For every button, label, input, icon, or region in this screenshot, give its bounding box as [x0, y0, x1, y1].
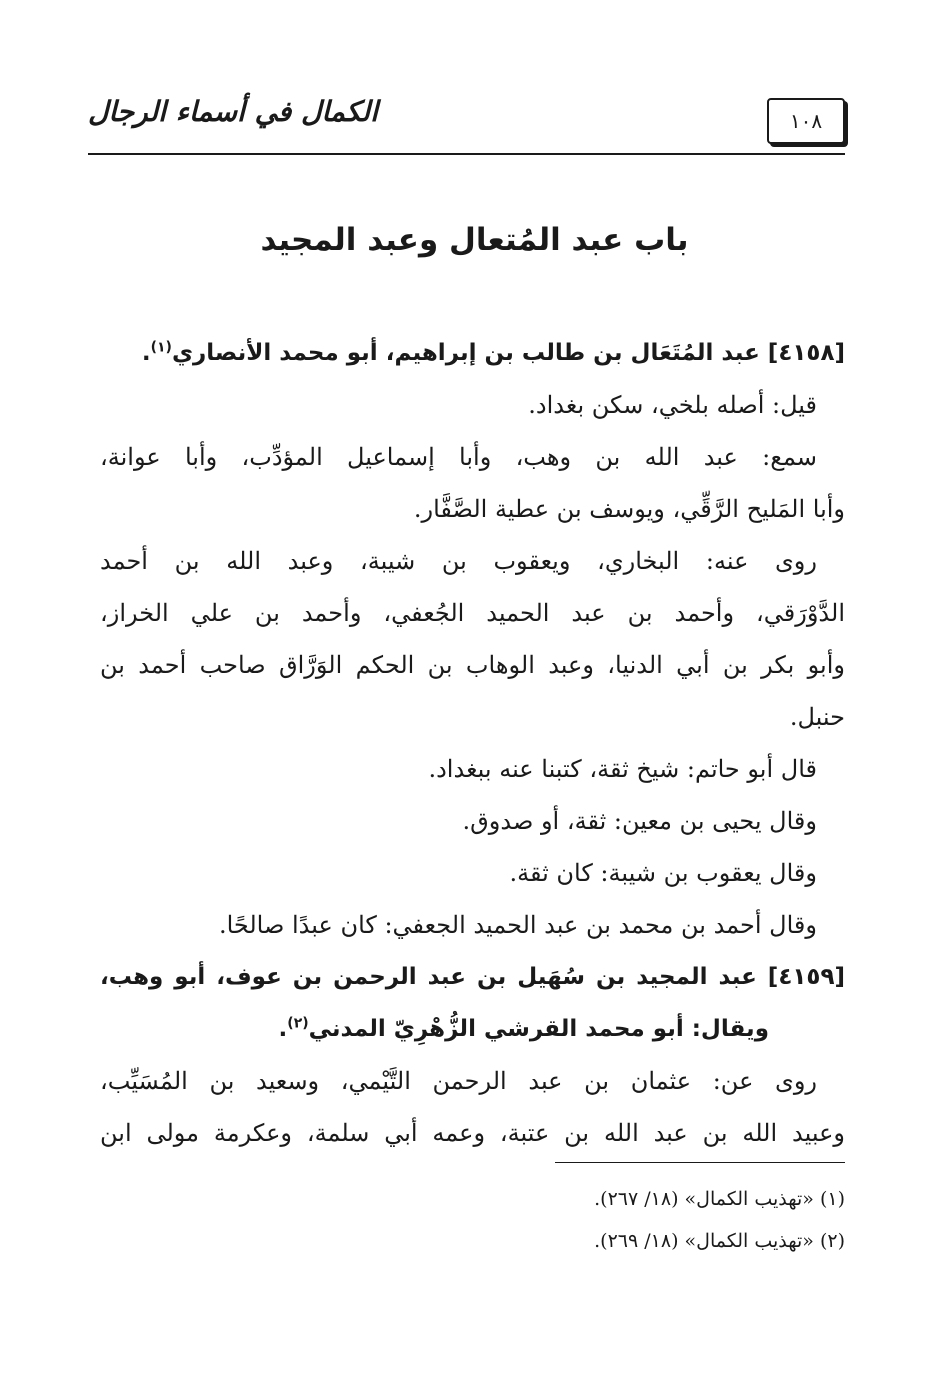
text-line: وأبو بكر بن أبي الدنيا، وعبد الوهاب بن الحكم الوَرَّاق صاحب أحمد بن: [100, 651, 845, 679]
text-line: وقال يحيى بن معين: ثقة، أو صدوق.: [462, 807, 817, 835]
text-line: حنبل.: [789, 703, 845, 731]
running-header: [88, 95, 845, 155]
running-title: الكمال في أسماء الرجال: [88, 95, 378, 128]
text-line: وقال يعقوب بن شيبة: كان ثقة.: [509, 859, 817, 887]
text-line: وقال أحمد بن محمد بن عبد الحميد الجعفي: كان عبدًا صالحًا.: [218, 911, 817, 939]
footnote-divider: [555, 1162, 845, 1163]
heading-period: .: [141, 340, 151, 366]
main-text: [100, 327, 845, 1159]
page-number-box: [767, 98, 845, 144]
entry-heading: [٤١٥٩] عبد المجيد بن سُهَيل بن عبد الرحمن بن عوف، أبو وهب،: [100, 964, 845, 990]
chapter-title: باب عبد المُتعال وعبد المجيد: [260, 222, 689, 258]
text-line: الدَّوْرَقي، وأحمد بن عبد الحميد الجُعفي، وأحمد بن علي الخراز،: [100, 599, 845, 627]
heading-period: .: [278, 1016, 288, 1042]
text-line: سمع: عبد الله بن وهب، وأبا إسماعيل المؤدِّب، وأبا عوانة،: [100, 443, 817, 471]
entry-heading: [100, 327, 845, 379]
footnotes: [100, 1178, 845, 1262]
entry-heading-continued: [100, 1003, 845, 1055]
footnote: (٢) «تهذيب الكمال» (١٨/ ٢٦٩).: [594, 1230, 845, 1252]
entry-heading-text: [٤١٥٨] عبد المُتَعَال بن طالب بن إبراهيم، أبو محمد الأنصاري: [171, 340, 845, 366]
text-line: قال أبو حاتم: شيخ ثقة، كتبنا عنه ببغداد.: [428, 755, 817, 783]
page-number: ١٠٨: [789, 109, 823, 133]
text-line: وعبيد الله بن عبد الله بن عتبة، وعمه أبي سلمة، وعكرمة مولى ابن: [100, 1119, 845, 1147]
text-line: قيل: أصله بلخي، سكن بغداد.: [528, 391, 817, 419]
entry-heading-text: ويقال: أبو محمد القرشي الزُّهْرِيّ المدني: [308, 1016, 769, 1042]
header-divider: [88, 153, 845, 155]
footnote: (١) «تهذيب الكمال» (١٨/ ٢٦٧).: [594, 1188, 845, 1210]
text-line: روى عن: عثمان بن عبد الرحمن التَّيْمي، وسعيد بن المُسَيِّب،: [100, 1067, 817, 1095]
text-line: وأبا المَليح الرَّقِّي، ويوسف بن عطية الصَّفَّار.: [413, 495, 845, 523]
footnote-ref: (١): [150, 339, 172, 356]
footnote-ref: (٢): [287, 1015, 309, 1032]
text-line: روى عنه: البخاري، ويعقوب بن شيبة، وعبد الله بن أحمد: [100, 547, 817, 575]
